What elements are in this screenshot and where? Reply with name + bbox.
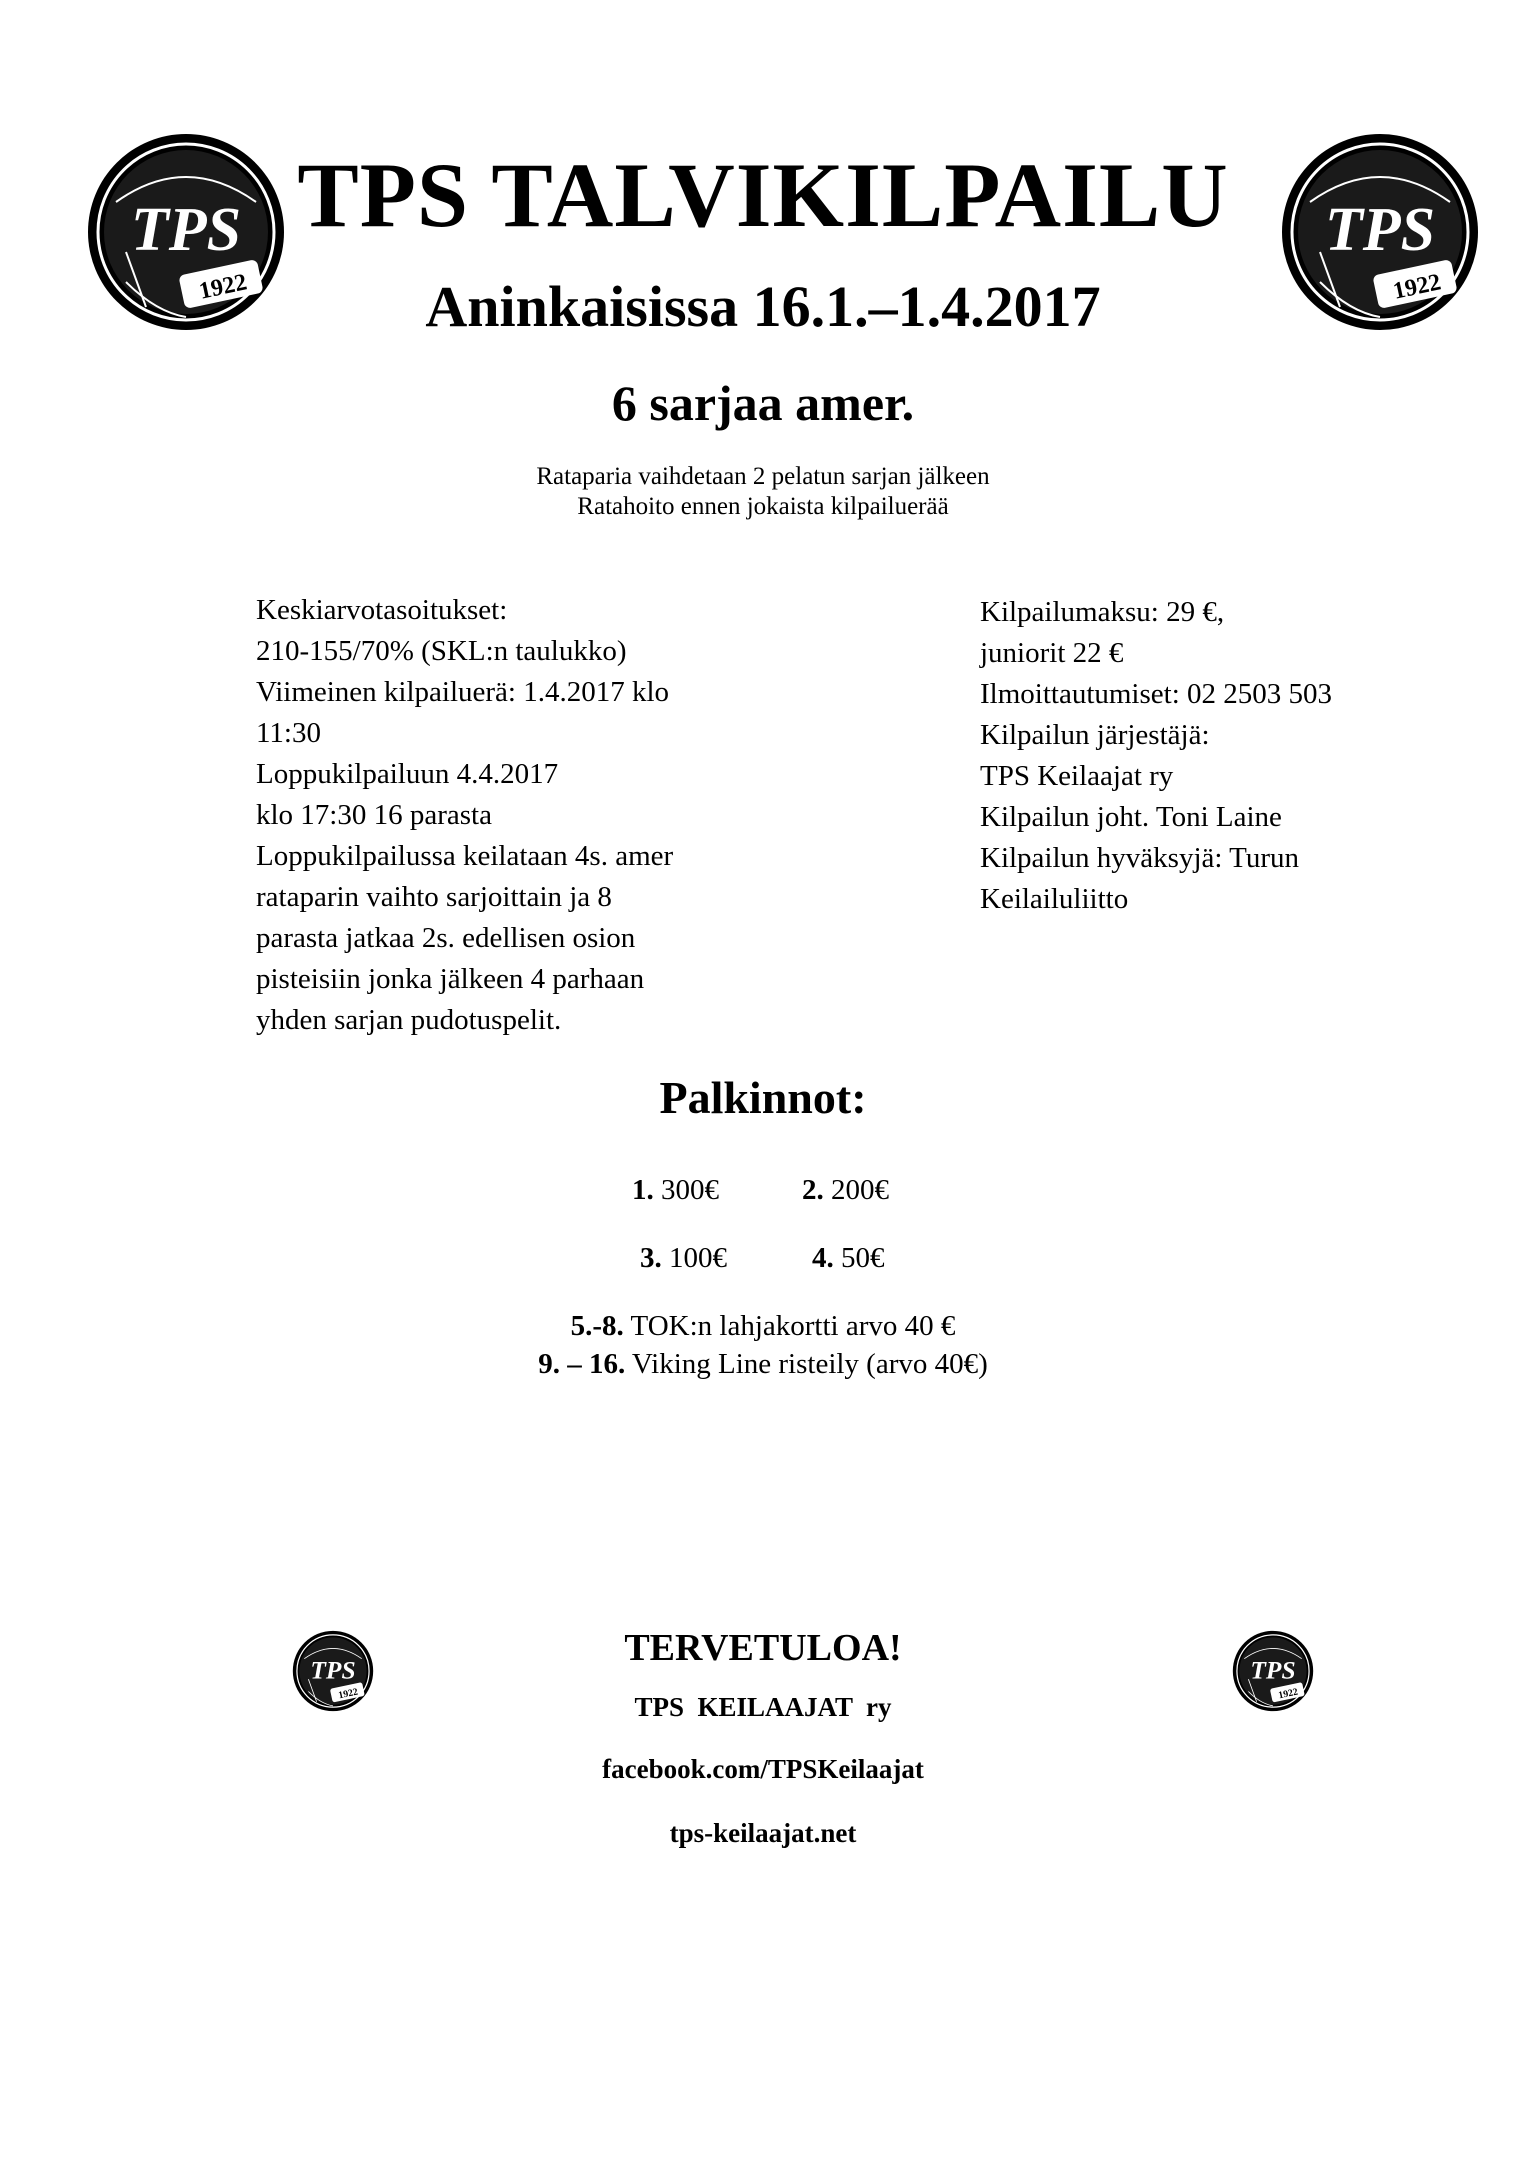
rules-line: klo 17:30 16 parasta <box>256 799 492 831</box>
prize-value: 200€ <box>823 1174 889 1206</box>
info-line: Ilmoittautumiset: 02 2503 503 <box>980 678 1333 710</box>
prize-place: 1. <box>632 1174 654 1206</box>
prize-2 <box>802 1172 889 1208</box>
rules-column <box>256 590 673 1041</box>
rules-line: pisteisiin jonka jälkeen 4 parhaan <box>256 963 645 995</box>
info-line: Keilailuliitto <box>980 883 1129 915</box>
logo-text: TPS <box>1250 1656 1296 1685</box>
rules-line: Loppukilpailuun 4.4.2017 <box>256 758 559 790</box>
page-title: TPS TALVIKILPAILU <box>297 144 1229 246</box>
prize-value: 300€ <box>653 1174 719 1206</box>
prize-3 <box>640 1240 727 1276</box>
website-link[interactable]: tps-keilaajat.net <box>669 1818 857 1848</box>
welcome-text: TERVETULOA! <box>624 1627 902 1669</box>
info-line: Kilpailun järjestäjä: <box>980 719 1210 751</box>
note-lane-care: Ratahoito ennen jokaista kilpailuerää <box>577 493 949 520</box>
club-name: TPS KEILAAJAT ry <box>634 1692 892 1722</box>
rules-line: rataparin vaihto sarjoittain ja 8 <box>256 881 612 913</box>
prize-9-16 <box>0 1346 1526 1382</box>
logo-year: 1922 <box>1390 269 1444 305</box>
rules-line: Loppukilpailussa keilataan 4s. amer <box>256 840 674 872</box>
logo-year: 1922 <box>337 1686 360 1702</box>
prize-1 <box>632 1172 719 1208</box>
note-lane-change: Rataparia vaihdetaan 2 pelatun sarjan jälkeen <box>536 463 990 490</box>
prize-place: 9. – 16. <box>538 1348 626 1380</box>
info-line: Kilpailun hyväksyjä: Turun <box>980 842 1300 874</box>
info-column <box>980 592 1332 920</box>
rules-line: parasta jatkaa 2s. edellisen osion <box>256 922 636 954</box>
logo-year: 1922 <box>1277 1686 1300 1702</box>
prize-value: 50€ <box>833 1242 885 1274</box>
logo-year: 1922 <box>196 269 250 305</box>
prizes-heading: Palkinnot: <box>659 1072 867 1123</box>
logo-text: TPS <box>130 196 242 264</box>
rules-line: Keskiarvotasoitukset: <box>256 594 508 626</box>
info-line: Kilpailun joht. Toni Laine <box>980 801 1282 833</box>
prize-place: 3. <box>640 1242 662 1274</box>
logo-text: TPS <box>310 1656 356 1685</box>
prize-value: TOK:n lahjakortti arvo 40 € <box>623 1310 956 1342</box>
series-format: 6 sarjaa amer. <box>611 375 915 431</box>
prize-4 <box>812 1240 885 1276</box>
prize-place: 2. <box>802 1174 824 1206</box>
facebook-link[interactable]: facebook.com/TPSKeilaajat <box>602 1754 924 1784</box>
rules-line: 11:30 <box>256 717 321 749</box>
prize-value: Viking Line risteily (arvo 40€) <box>625 1348 988 1380</box>
prize-value: 100€ <box>661 1242 727 1274</box>
info-line: TPS Keilaajat ry <box>980 760 1174 792</box>
logo-text: TPS <box>1324 196 1436 264</box>
rules-line: Viimeinen kilpailuerä: 1.4.2017 klo <box>256 676 670 708</box>
event-location-dates: Aninkaisissa 16.1.–1.4.2017 <box>425 274 1101 339</box>
prize-5-8 <box>0 1308 1526 1344</box>
info-line: juniorit 22 € <box>980 637 1124 669</box>
info-line: Kilpailumaksu: 29 €, <box>980 596 1225 628</box>
rules-line: 210-155/70% (SKL:n taulukko) <box>256 635 627 667</box>
prize-place: 4. <box>812 1242 834 1274</box>
rules-line: yhden sarjan pudotuspelit. <box>256 1004 562 1036</box>
prize-place: 5.-8. <box>570 1310 624 1342</box>
